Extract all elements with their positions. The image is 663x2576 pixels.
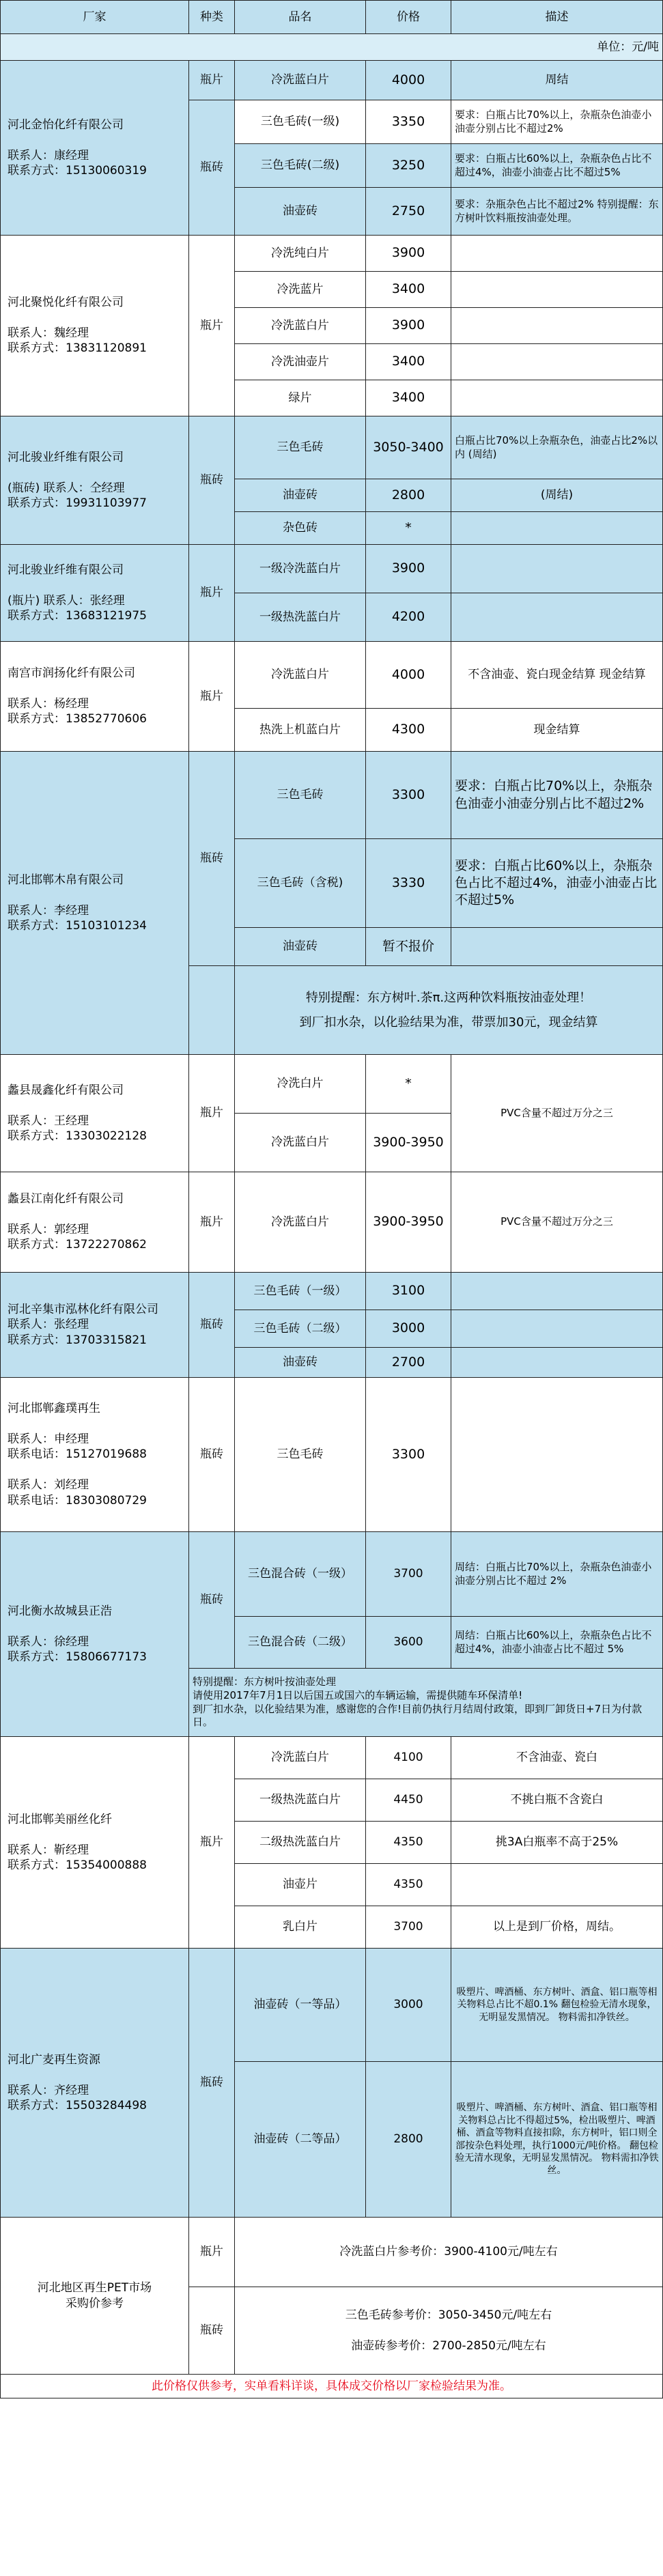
price-cell: 3100	[366, 1273, 451, 1310]
price-cell: 3700	[366, 1906, 451, 1949]
vendor-contact: 联系人：杨经理	[8, 697, 89, 711]
kind-cell: 瓶砖	[189, 1273, 235, 1378]
product-cell: 冷洗油壶片	[235, 344, 366, 380]
vendor-contact: (瓶砖) 联系人：仝经理	[8, 481, 125, 495]
table-row	[1, 236, 663, 272]
product-cell: 油壶片	[235, 1864, 366, 1906]
price-cell: 3000	[366, 1310, 451, 1348]
note-line: 到厂扣水杂，以化验结果为准，感谢您的合作!目前仍执行月结周付政策，即到厂卸货日+7日为付款日。	[193, 1702, 643, 1729]
kind-cell	[189, 966, 235, 1055]
price-cell: 2750	[366, 188, 451, 236]
kind-cell: 瓶片	[189, 1172, 235, 1273]
desc-cell	[451, 1310, 663, 1348]
footer-row	[1, 2375, 663, 2398]
kind-cell: 瓶砖	[189, 100, 235, 236]
summary-title-line: 采购价参考	[66, 2296, 124, 2310]
vendor-phone: 联系方式：13722270862	[8, 1238, 147, 1252]
vendor-name: 河北邯郸鑫璞再生	[8, 1401, 100, 1415]
vendor-cell	[1, 236, 189, 416]
product-cell: 三色毛砖（含税)	[235, 839, 366, 928]
desc-cell	[451, 272, 663, 308]
product-cell: 杂色砖	[235, 512, 366, 545]
product-cell: 油壶砖	[235, 928, 366, 966]
desc-cell: 不挑白瓶不含瓷白	[451, 1779, 663, 1822]
note-line: 特别提醒：东方树叶.茶π.这两种饮料瓶按油壶处理！	[305, 990, 592, 1005]
vendor-phone: 联系方式：19931103977	[8, 496, 147, 510]
header-desc: 描述	[451, 1, 663, 34]
product-cell: 三色毛砖（二级）	[235, 1310, 366, 1348]
product-cell: 绿片	[235, 380, 366, 416]
vendor-cell	[1, 1378, 189, 1532]
desc-cell: 吸塑片、啤酒桶、东方树叶、酒盒、铝口瓶等相关物料总占比不得超过5%，检出吸塑片、啤酒桶、酒盒等物料直接扣除，东方树叶，铝口则全部按杂色料处理，执行1000元/吨价格。 翻包检验无清水现象，无明显发黑情况。 物料需扣净铁丝。	[451, 2062, 663, 2218]
product-cell: 一级热洗蓝白片	[235, 593, 366, 642]
desc-cell: 周结：白瓶占比60%以上，杂瓶杂色占比不超过4%，油壶小油壶占比不超过 5%	[451, 1617, 663, 1669]
vendor-cell	[1, 1055, 189, 1172]
desc-cell: PVC含量不超过万分之三	[451, 1055, 663, 1172]
product-cell: 冷洗蓝白片	[235, 308, 366, 344]
summary-row	[1, 2218, 663, 2287]
desc-cell: 周结	[451, 61, 663, 100]
price-cell: 2800	[366, 479, 451, 512]
product-cell: 热洗上机蓝白片	[235, 709, 366, 752]
vendor-contact: 联系人：郭经理	[8, 1223, 89, 1236]
vendor-name: 河北骏业纤维有限公司	[8, 450, 124, 464]
vendor-cell	[1, 1273, 189, 1378]
product-cell: 冷洗蓝片	[235, 272, 366, 308]
product-cell: 冷洗蓝白片	[235, 1737, 366, 1779]
vendor-phone: 联系方式：15806677173	[8, 1650, 147, 1664]
desc-cell: 白瓶占比70%以上杂瓶杂色，油壶占比2%以内 (周结)	[451, 416, 663, 479]
table-row	[1, 1949, 663, 2062]
desc-cell: 以上是到厂价格，周结。	[451, 1906, 663, 1949]
price-cell: 4100	[366, 1737, 451, 1779]
vendor-contact: 联系人：康经理	[8, 148, 89, 162]
vendor-phone: 联系方式：15103101234	[8, 918, 147, 933]
vendor-name: 河北邯郸美丽丝化纤	[8, 1812, 112, 1826]
vendor-phone: 联系电话：15127019688	[8, 1447, 147, 1462]
product-cell: 油壶砖	[235, 479, 366, 512]
desc-cell	[451, 593, 663, 642]
vendor-phone: 联系方式：15503284498	[8, 2098, 147, 2112]
product-cell: 油壶砖	[235, 1348, 366, 1378]
price-cell: 3000	[366, 1949, 451, 2062]
vendor-cell	[1, 1737, 189, 1949]
vendor-name: 南宫市润扬化纤有限公司	[8, 666, 135, 681]
vendor-name: 河北广麦再生资源	[8, 2052, 100, 2067]
product-cell: 冷洗蓝白片	[235, 61, 366, 100]
vendor-cell	[1, 1532, 189, 1737]
kind-cell: 瓶砖	[189, 2287, 235, 2375]
product-cell: 油壶砖（二等品）	[235, 2062, 366, 2218]
kind-cell: 瓶片	[189, 545, 235, 642]
desc-cell	[451, 512, 663, 545]
product-cell: 三色毛砖（一级）	[235, 1273, 366, 1310]
price-cell: *	[366, 512, 451, 545]
price-cell: 4350	[366, 1822, 451, 1864]
price-cell: *	[366, 1055, 451, 1114]
desc-cell: 吸塑片、啤酒桶、东方树叶、酒盒、铝口瓶等相关物料总占比不超0.1% 翻包检验无清水现象，无明显发黑情况。 物料需扣净铁丝。	[451, 1949, 663, 2062]
vendor-phone: 联系方式：13683121975	[8, 608, 147, 623]
kind-cell: 瓶片	[189, 61, 235, 100]
price-cell: 3900	[366, 236, 451, 272]
table-row	[1, 61, 663, 100]
desc-cell: 不含油壶、瓷白现金结算 现金结算	[451, 642, 663, 709]
desc-cell	[451, 344, 663, 380]
vendor-contact: 联系人：张经理	[8, 1318, 89, 1332]
desc-cell: (周结)	[451, 479, 663, 512]
vendor-contact: 联系人：申经理	[8, 1432, 89, 1446]
table-row	[1, 1737, 663, 1779]
table-row	[1, 1532, 663, 1617]
vendor-name: 蠡县晟鑫化纤有限公司	[8, 1083, 124, 1097]
desc-cell: 要求：白瓶占比70%以上，杂瓶杂色油壶小油壶分别占比不超过2%	[451, 752, 663, 839]
price-cell: 3400	[366, 380, 451, 416]
price-cell: 2700	[366, 1348, 451, 1378]
price-cell: 2800	[366, 2062, 451, 2218]
vendor-contact: 联系人：齐经理	[8, 2083, 89, 2097]
vendor-contact: (瓶片) 联系人：张经理	[8, 593, 125, 608]
vendor-cell	[1, 1949, 189, 2218]
product-cell: 冷洗蓝白片	[235, 1172, 366, 1273]
vendor-phone: 联系方式：15130060319	[8, 163, 147, 178]
desc-cell	[451, 1378, 663, 1532]
vendor-phone: 联系方式：13703315821	[8, 1333, 147, 1347]
product-cell: 三色混合砖（一级）	[235, 1532, 366, 1617]
product-cell: 冷洗蓝白片	[235, 1114, 366, 1172]
table-row	[1, 1055, 663, 1114]
product-cell: 冷洗蓝白片	[235, 642, 366, 709]
vendor-name: 河北衡水故城县正浩	[8, 1604, 112, 1618]
vendor-name: 河北辛集市泓林化纤有限公司	[8, 1302, 158, 1316]
price-cell: 3350	[366, 100, 451, 144]
kind-cell: 瓶片	[189, 236, 235, 416]
price-cell: 3250	[366, 144, 451, 188]
vendor-phone: 联系方式：13303022128	[8, 1129, 147, 1143]
vendor-name: 蠡县江南化纤有限公司	[8, 1192, 124, 1206]
vendor-cell	[1, 642, 189, 752]
product-cell: 三色毛砖(二级)	[235, 144, 366, 188]
table-row	[1, 1273, 663, 1310]
vendor-cell	[1, 752, 189, 1055]
table-row	[1, 1378, 663, 1532]
product-cell: 三色毛砖	[235, 416, 366, 479]
kind-cell: 瓶砖	[189, 1532, 235, 1669]
note-cell	[235, 966, 663, 1055]
price-cell: 4000	[366, 642, 451, 709]
product-cell: 乳白片	[235, 1906, 366, 1949]
price-cell: 4450	[366, 1779, 451, 1822]
price-cell: 3900-3950	[366, 1114, 451, 1172]
price-cell: 4350	[366, 1864, 451, 1906]
kind-cell: 瓶片	[189, 2218, 235, 2287]
kind-cell: 瓶砖	[189, 416, 235, 545]
header-kind: 种类	[189, 1, 235, 34]
desc-cell	[451, 308, 663, 344]
desc-cell: 不含油壶、瓷白	[451, 1737, 663, 1779]
price-cell: 4000	[366, 61, 451, 100]
note-line: 特别提醒：东方树叶按油壶处理	[193, 1675, 337, 1688]
vendor-contact: 联系人：王经理	[8, 1114, 89, 1128]
summary-price: 油壶砖参考价：2700-2850元/吨左右	[351, 2338, 546, 2353]
product-cell: 冷洗纯白片	[235, 236, 366, 272]
vendor-contact: 联系人：刘经理	[8, 1478, 89, 1492]
price-cell: 3400	[366, 272, 451, 308]
product-cell: 三色毛砖	[235, 1378, 366, 1532]
desc-cell	[451, 380, 663, 416]
footer-disclaimer: 此价格仅供参考，实单看料详谈，具体成交价格以厂家检验结果为准。	[1, 2375, 663, 2398]
vendor-contact: 联系人：徐经理	[8, 1634, 89, 1649]
summary-price: 三色毛砖参考价：3050-3450元/吨左右	[345, 2308, 552, 2323]
price-cell: 4200	[366, 593, 451, 642]
note-cell	[189, 1669, 663, 1737]
price-cell: 3700	[366, 1532, 451, 1617]
table-row	[1, 642, 663, 709]
desc-cell	[451, 1864, 663, 1906]
product-cell: 油壶砖	[235, 188, 366, 236]
kind-cell: 瓶砖	[189, 752, 235, 966]
price-cell: 暂不报价	[366, 928, 451, 966]
vendor-cell	[1, 416, 189, 545]
unit-row	[1, 34, 663, 61]
vendor-phone: 联系电话：18303080729	[8, 1493, 147, 1508]
vendor-phone: 联系方式：15354000888	[8, 1858, 147, 1872]
vendor-name: 河北骏业纤维有限公司	[8, 563, 124, 577]
kind-cell: 瓶片	[189, 1737, 235, 1949]
price-cell: 3900	[366, 308, 451, 344]
product-cell: 油壶砖（一等品）	[235, 1949, 366, 2062]
desc-cell: 现金结算	[451, 709, 663, 752]
unit-label: 单位：元/吨	[1, 34, 663, 61]
note-line: 请使用2017年7月1日以后国五或国六的车辆运输，需提供随车环保清单!	[193, 1688, 523, 1701]
kind-cell: 瓶砖	[189, 1949, 235, 2218]
desc-cell	[451, 1273, 663, 1310]
price-cell: 3330	[366, 839, 451, 928]
table-row	[1, 752, 663, 839]
desc-cell	[451, 545, 663, 593]
desc-cell: 要求：白瓶占比60%以上，杂瓶杂色占比不超过4%，油壶小油壶占比不超过5%	[451, 144, 663, 188]
summary-price-group	[235, 2287, 663, 2375]
note-line: 到厂扣水杂，以化验结果为准，带票加30元，现金结算	[299, 1015, 598, 1030]
vendor-cell	[1, 61, 189, 236]
vendor-name: 河北金怡化纤有限公司	[8, 117, 124, 132]
vendor-name: 河北聚悦化纤有限公司	[8, 296, 124, 310]
product-cell: 二级热洗蓝白片	[235, 1822, 366, 1864]
product-cell: 一级热洗蓝白片	[235, 1779, 366, 1822]
price-cell: 3050-3400	[366, 416, 451, 479]
desc-cell: PVC含量不超过万分之三	[451, 1172, 663, 1273]
summary-price: 冷洗蓝白片参考价：3900-4100元/吨左右	[235, 2218, 663, 2287]
table-row	[1, 1172, 663, 1273]
desc-cell	[451, 236, 663, 272]
table-row	[1, 416, 663, 479]
desc-cell: 周结：白瓶占比70%以上，杂瓶杂色油壶小油壶分别占比不超过 2%	[451, 1532, 663, 1617]
kind-cell: 瓶砖	[189, 1378, 235, 1532]
desc-cell	[451, 928, 663, 966]
desc-cell: 要求：白瓶占比60%以上，杂瓶杂色占比不超过4%，油壶小油壶占比不超过5%	[451, 839, 663, 928]
vendor-contact: 联系人：李经理	[8, 903, 89, 918]
header-price: 价格	[366, 1, 451, 34]
price-cell: 3300	[366, 752, 451, 839]
summary-title	[1, 2218, 189, 2375]
kind-cell: 瓶片	[189, 642, 235, 752]
product-cell: 三色混合砖（二级）	[235, 1617, 366, 1669]
price-cell: 3600	[366, 1617, 451, 1669]
desc-cell	[451, 1348, 663, 1378]
price-cell: 3900-3950	[366, 1172, 451, 1273]
price-cell: 3300	[366, 1378, 451, 1532]
kind-cell: 瓶片	[189, 1055, 235, 1172]
header-product: 品名	[235, 1, 366, 34]
header-row	[1, 1, 663, 34]
vendor-phone: 联系方式：13852770606	[8, 712, 147, 726]
vendor-phone: 联系方式：13831120891	[8, 341, 147, 356]
desc-cell: 要求：白瓶占比70%以上，杂瓶杂色油壶小油壶分别占比不超过2%	[451, 100, 663, 144]
vendor-cell	[1, 545, 189, 642]
desc-cell: 要求：杂瓶杂色占比不超过2% 特别提醒：东方树叶饮料瓶按油壶处理。	[451, 188, 663, 236]
vendor-cell	[1, 1172, 189, 1273]
price-cell: 3400	[366, 344, 451, 380]
table-row	[1, 545, 663, 593]
product-cell: 三色毛砖(一级)	[235, 100, 366, 144]
vendor-contact: 联系人：靳经理	[8, 1843, 89, 1857]
price-cell: 4300	[366, 709, 451, 752]
vendor-name: 河北邯郸木帛有限公司	[8, 873, 124, 887]
product-cell: 一级冷洗蓝白片	[235, 545, 366, 593]
price-cell: 3900	[366, 545, 451, 593]
desc-cell: 挑3A白瓶率不高于25%	[451, 1822, 663, 1864]
vendor-contact: 联系人：魏经理	[8, 326, 89, 340]
summary-title-line: 河北地区再生PET市场	[37, 2281, 152, 2295]
product-cell: 冷洗白片	[235, 1055, 366, 1114]
header-vendor: 厂家	[1, 1, 189, 34]
product-cell: 三色毛砖	[235, 752, 366, 839]
